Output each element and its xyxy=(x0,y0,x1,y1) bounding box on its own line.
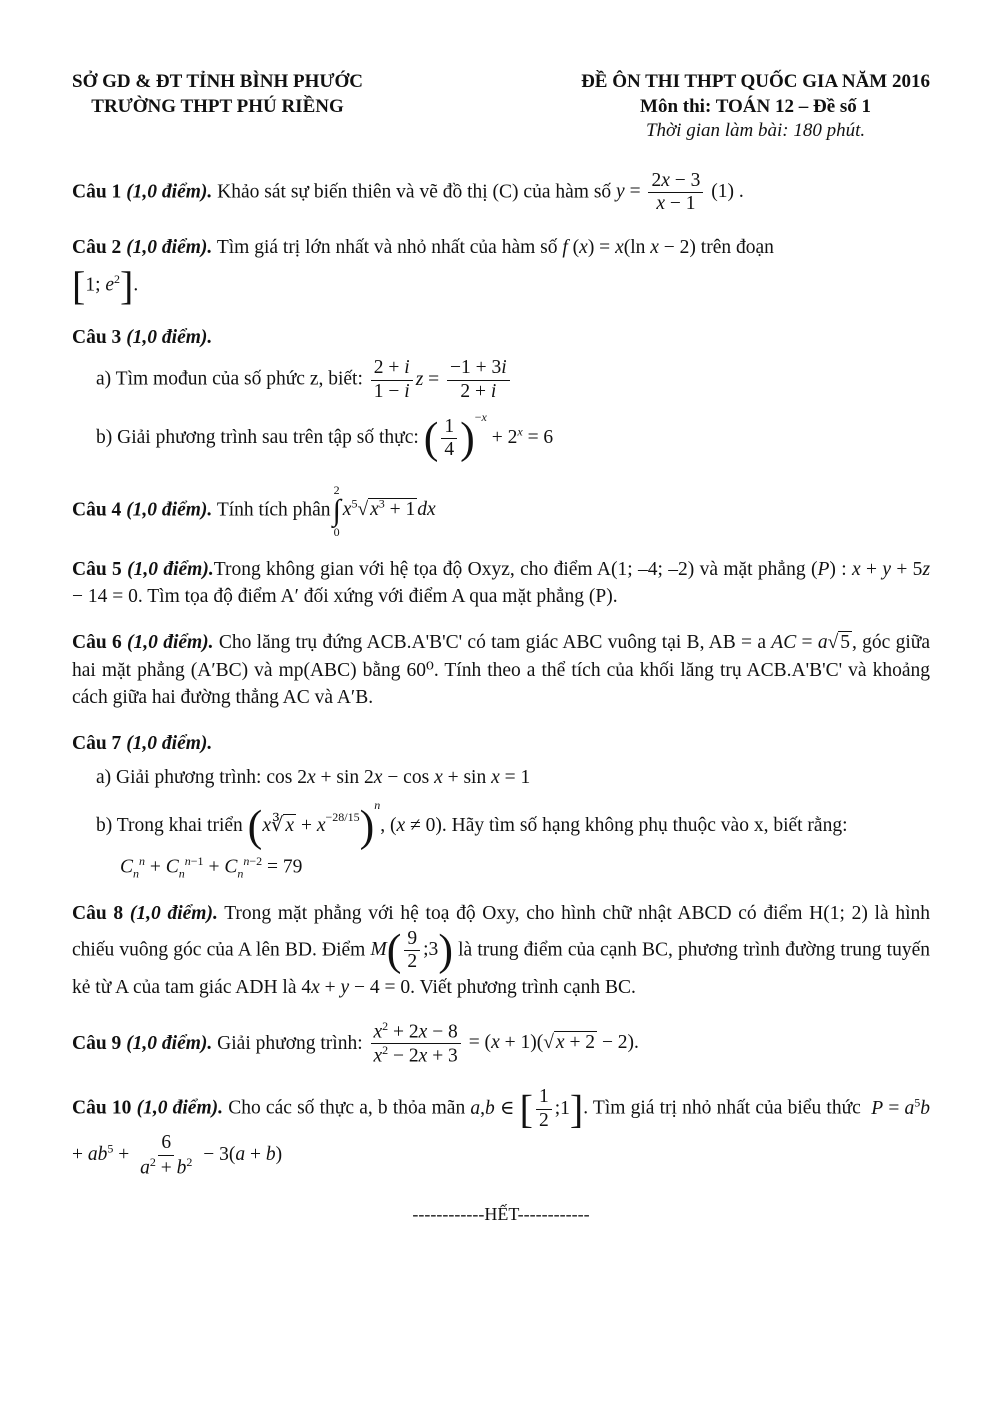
question-points: (1,0 điểm). xyxy=(136,1097,224,1119)
formula: (x∛ $x + x^{-28/15})^n$, (x ≠ 0) xyxy=(247,798,442,851)
question-points: (1,0 điểm). xyxy=(126,236,213,258)
question-5 xyxy=(72,556,930,611)
question-text-tail: trên đoạn xyxy=(700,236,774,258)
formula: M( $\frac{9}{2}$ ;3) xyxy=(370,925,453,975)
question-2 xyxy=(72,234,930,306)
question-text: Cho lăng trụ đứng ACB.A'B'C' có tam giác ABC vuông tại B, AB = a xyxy=(218,631,766,653)
question-3b xyxy=(96,409,930,461)
question-points: (1,0 điểm). xyxy=(126,1032,213,1054)
formula: 2 ∫ 0 $x^5√$ $x^3 + 1$ dx xyxy=(332,482,436,539)
end-marker: ------------HẾT------------ xyxy=(412,1203,590,1224)
question-7 xyxy=(72,730,930,882)
exam-page xyxy=(72,70,930,1227)
question-label: Câu 8 xyxy=(72,903,124,925)
header-left xyxy=(72,70,363,144)
formula: ( $\frac{1}{4}$ )$^{-x} + 2^x = 6$ xyxy=(423,410,554,463)
question-points: (1,0 điểm). xyxy=(126,181,213,203)
formula: 4x + y − 4 = 0 xyxy=(301,976,411,998)
question-text-2: là trung điểm của cạnh BC, phương trình đường trung tuyến kẻ từ A của tam giác ADH là xyxy=(72,939,930,998)
exam-title: ĐỀ ÔN THI THPT QUỐC GIA NĂM 2016 xyxy=(581,71,930,92)
header-right xyxy=(581,70,930,144)
question-10 xyxy=(72,1086,930,1179)
question-label: Câu 6 xyxy=(72,631,122,653)
question-text: Tìm giá trị lớn nhất và nhỏ nhất của hàm số xyxy=(216,236,558,258)
question-9 xyxy=(72,1020,930,1069)
formula-expression: $P = a^5b + ab^5$ + $\frac{6}{a^2 + b^2}$ − 3(a + b) xyxy=(72,1095,931,1179)
question-3 xyxy=(72,324,930,462)
question-4 xyxy=(72,484,930,538)
question-7a xyxy=(96,764,930,792)
question-points: (1,0 điểm). xyxy=(126,733,213,755)
question-points: (1,0 điểm). xyxy=(129,903,218,925)
part-text: a) Tìm mođun của số phức z, biết: xyxy=(96,368,363,390)
question-text-2: . Tìm tọa độ điểm A′ đối xứng với điểm A qua mặt phẳng (P). xyxy=(137,586,618,608)
question-text: Cho các số thực a, b thỏa mãn xyxy=(228,1097,466,1119)
question-text: Khảo sát sự biến thiên và vẽ đồ thị (C) của hàm số xyxy=(217,181,612,203)
part-text: a) Giải phương trình: xyxy=(96,766,262,788)
department-name: SỞ GD & ĐT TỈNH BÌNH PHƯỚC xyxy=(72,71,364,92)
question-points: (1,0 điểm). xyxy=(126,326,213,348)
question-1 xyxy=(72,170,930,216)
formula: y = $\frac{2x - 3}{x - 1}$ (1) . xyxy=(616,170,744,215)
question-label: Câu 5 xyxy=(72,558,122,580)
school-name: TRƯỜNG THPT PHÚ RIỀNG xyxy=(91,95,344,117)
question-label: Câu 2 xyxy=(72,236,122,258)
question-text: Giải phương trình: xyxy=(217,1032,363,1054)
formula: (P) : x + y + 5z − 14 = 0 xyxy=(72,558,931,608)
question-8 xyxy=(72,900,930,1001)
question-6 xyxy=(72,629,930,712)
question-text: Trong không gian với hệ tọa độ Oxyz, cho điểm A(1; –4; –2) và mặt phẳng xyxy=(213,558,806,580)
formula: AC = a√ 5 xyxy=(771,631,851,653)
formula: cos 2x + sin 2x − cos x + sin x = 1 xyxy=(266,766,531,788)
question-label: Câu 9 xyxy=(72,1032,122,1054)
question-label: Câu 10 xyxy=(72,1097,132,1119)
part-text: b) Giải phương trình sau trên tập số thực: xyxy=(96,427,419,449)
question-text: Tính tích phân xyxy=(216,499,331,521)
question-label: Câu 1 xyxy=(72,181,122,203)
question-points: (1,0 điểm). xyxy=(126,499,213,521)
formula-condition: $C_n^n + C_n^{n-1} + C_n^{n-2} = 79$ xyxy=(120,853,303,881)
question-7b xyxy=(96,797,930,882)
question-label: Câu 4 xyxy=(72,499,122,521)
exam-subject: Môn thi: TOÁN 12 – Đề số 1 xyxy=(640,95,872,117)
formula: a,b ∈ [ $\frac{1}{2}$ ;1] xyxy=(470,1086,584,1132)
part-text-2: . Hãy tìm số hạng không phụ thuộc vào x, biết rằng: xyxy=(441,815,848,837)
question-text-3: . Viết phương trình cạnh BC. xyxy=(410,976,636,998)
question-label: Câu 7 xyxy=(72,733,122,755)
exam-time: Thời gian làm bài: 180 phút. xyxy=(645,120,866,142)
formula-interval: [1; $e^2$]. xyxy=(72,262,139,308)
part-text: b) Trong khai triển xyxy=(96,815,243,837)
formula: $\frac{2 + i}{1 - i}$ z = $\frac{-1 + 3i}{2 + i}$ xyxy=(368,369,513,390)
question-points: (1,0 điểm). xyxy=(127,631,214,653)
question-text-2: , góc giữa hai mặt phẳng (A′BC) và mp(ABC) bằng 60⁰. Tính theo a thể tích của khối lăng trụ ACB.A'B'C' và khoảng cách giữa hai đường thẳng AC và A′B. xyxy=(72,631,931,709)
question-points: (1,0 điểm). xyxy=(127,558,214,580)
header xyxy=(72,70,930,144)
formula: f (x) = x(ln x − 2) xyxy=(562,236,696,258)
question-text-2: . Tìm giá trị nhỏ nhất của biểu thức xyxy=(583,1097,861,1119)
formula: $\frac{x^2 + 2x - 8}{x^2 - 2x + 3}$ = (x + 1)(√ x + 2 − 2). xyxy=(368,1032,639,1053)
question-3a xyxy=(96,357,930,403)
question-label: Câu 3 xyxy=(72,326,122,348)
question-text: Trong mặt phẳng với hệ toạ độ Oxy, cho hình chữ nhật ABCD có điểm H(1; 2) là hình chiếu vuông góc của A lên BD. Điểm xyxy=(72,903,930,961)
